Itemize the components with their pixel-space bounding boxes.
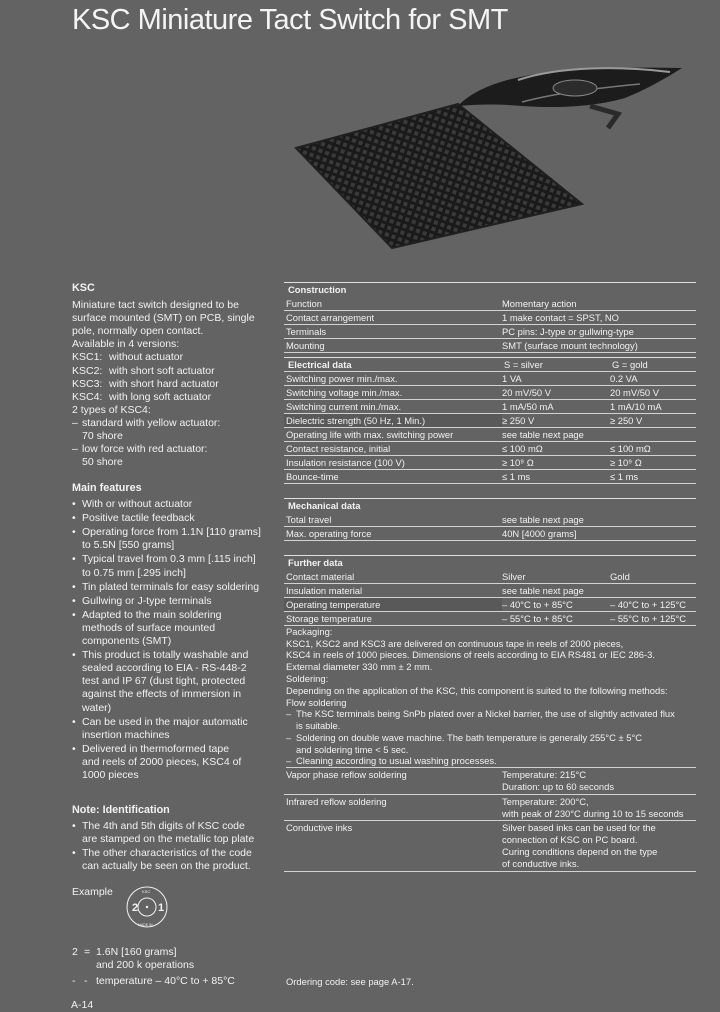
method-line: Temperature: 215°C (502, 769, 586, 781)
feature-item (72, 581, 272, 594)
spec-value-silver: ≤ 1 ms (502, 470, 531, 482)
versions-intro: Available in 4 versions: (72, 338, 180, 351)
spec-row (284, 311, 696, 325)
spec-row (284, 442, 696, 456)
spec-label: Bounce-time (286, 470, 339, 482)
spec-label: Contact resistance, initial (286, 442, 391, 454)
construction-heading: Construction (284, 282, 696, 297)
note-block (72, 804, 272, 874)
spec-value: see table next page (502, 513, 584, 525)
feature-line: against the effects of immersion in (82, 688, 242, 701)
spec-row (284, 386, 696, 400)
intro-line: pole, normally open contact. (72, 325, 204, 338)
feature-line: • This product is totally washable and (82, 649, 249, 662)
spec-label: Mounting (286, 339, 325, 351)
type-item: – standard with yellow actuator: 70 shore (72, 417, 272, 443)
feature-item (72, 609, 272, 648)
method-line: with peak of 230°C during 10 to 15 seconds (502, 807, 684, 819)
spec-row: Storage temperature – 55°C to + 85°C – 55°C to + 125°C (284, 612, 696, 626)
spec-label: Dielectric strength (50 Hz, 1 Min.) (284, 414, 502, 427)
spec-value-silver: 1 VA (502, 372, 522, 384)
feature-line: water) (82, 701, 112, 714)
soldering-note: – Soldering on double wave machine. The bath temperature is generally 255°C ± 5°C and soldering time < 5 sec. (286, 732, 696, 756)
spec-value: SMT (surface mount technology) (502, 339, 638, 351)
spec-label: Operating life with max. switching power (286, 428, 454, 440)
method-value (502, 769, 696, 793)
version-item: KSC1: without actuator (72, 351, 184, 364)
method-line: Temperature: 200°C, (502, 795, 589, 807)
spec-value-gold: ≥ 10⁹ Ω (610, 456, 642, 468)
feature-item (72, 595, 272, 608)
method-row (284, 768, 696, 795)
mechanical-heading: Mechanical data (284, 498, 696, 513)
feature-line: • Adapted to the main soldering (82, 608, 222, 621)
spec-row (284, 428, 696, 442)
method-label: Vapor phase reflow soldering (286, 769, 407, 781)
ordering-code: Ordering code: see page A-17. (286, 976, 414, 987)
note-heading: Note: Identification (72, 804, 170, 816)
example-legend (72, 946, 282, 988)
feature-item (72, 649, 272, 714)
feature-line: methods of surface mounted (82, 621, 216, 634)
spec-row (284, 456, 696, 470)
feature-line: • Tin plated terminals for easy soldering (82, 580, 260, 593)
spec-value: PC pins: J-type or gullwing-type (502, 325, 634, 337)
features-block (72, 482, 272, 783)
spec-value: 40N [4000 grams] (502, 527, 577, 539)
feature-line: sealed according to EIA - RS-448-2 (82, 662, 247, 675)
spec-row (284, 372, 696, 386)
soldering-note: – Cleaning according to usual washing processes. (286, 755, 696, 768)
intro-line: Miniature tact switch designed to be (72, 299, 239, 312)
feature-line: insertion machines (82, 728, 170, 741)
spec-label: Switching power min./max. (286, 372, 398, 384)
spec-value-silver: ≥ 250 V (502, 414, 535, 426)
icon-top-text: KSC (142, 889, 151, 894)
spec-row: Contact material Silver Gold (284, 570, 696, 584)
soldering-note: – The KSC terminals being SnPb plated over a Nickel barrier, the use of slightly activated flux is suitable. (286, 708, 696, 732)
spec-label: Contact arrangement (286, 311, 375, 323)
feature-line: test and IP 67 (dust tight, protected (82, 675, 246, 688)
features-list (72, 498, 272, 782)
feature-item (72, 553, 272, 579)
method-value (502, 796, 696, 820)
legend-item: - - temperature – 40°C to + 85°C (72, 975, 235, 988)
spec-row (284, 527, 696, 541)
spec-value-gold: ≤ 1 ms (610, 470, 639, 482)
method-line: connection of KSC on PC board. (502, 834, 638, 846)
version-item: KSC4: with long soft actuator (72, 390, 212, 403)
spec-row (284, 339, 696, 353)
method-line: Duration: up to 60 seconds (502, 781, 615, 793)
note-item: • The 4th and 5th digits of KSC code are stamped on the metallic top plate (72, 820, 272, 846)
icon-digit-left: 2 (132, 902, 139, 914)
method-label: Conductive inks (286, 822, 353, 834)
version-item: KSC2: with short soft actuator (72, 364, 215, 377)
features-heading: Main features (72, 482, 142, 494)
spec-value-gold: 0.2 VA (610, 372, 638, 384)
method-line: of conductive inks. (502, 857, 580, 869)
spec-row: Insulation material see table next page (284, 584, 696, 598)
further-heading: Further data (284, 555, 696, 570)
feature-line: 1000 pieces (82, 768, 139, 781)
spec-label: Total travel (286, 513, 332, 525)
spec-value-silver: 20 mV/50 V (502, 386, 551, 398)
intro-block (72, 282, 272, 469)
spec-row: Operating temperature – 40°C to + 85°C – 40°C to + 125°C (284, 598, 696, 612)
feature-line: to 0.75 mm [.295 inch] (82, 566, 186, 579)
page-title: KSC Miniature Tact Switch for SMT (72, 4, 508, 36)
packaging-text: Packaging: KSC1, KSC2 and KSC3 are delivered on continuous tape in reels of 2000 pieces, KSC4 in reels of 1000 pieces. Dimensions of reels according to EIA RS481 or IEC 286-3. External diameter 330 mm ± 2 mm. Soldering: Depending on the application of the KSC, this component is suited to the following methods: Flow soldering – The KSC terminals being SnPb plated over a Nickel barrier, the use of slightly activated flux is suitable. – Soldering on double wave machine. The bath temperature is generally 255°C ± 5°C and soldering time < 5 sec. – Cleaning according to usual washing processes. (284, 626, 696, 769)
version-item: KSC3: with short hard actuator (72, 377, 219, 390)
spec-row (284, 513, 696, 527)
spec-label: Function (286, 297, 322, 309)
spec-value-silver: 1 mA/50 mA (502, 400, 554, 412)
feature-line: • Delivered in thermoformed tape (82, 742, 230, 755)
spec-table (284, 282, 696, 872)
method-row (284, 795, 696, 822)
spec-value-gold: ≥ 250 V (610, 414, 643, 426)
spec-row (284, 325, 696, 339)
method-row (284, 821, 696, 871)
page-number: A-14 (71, 999, 94, 1011)
feature-line: components (SMT) (82, 635, 172, 648)
types-intro: 2 types of KSC4: (72, 403, 151, 416)
feature-item (72, 498, 272, 511)
spec-value-gold: 1 mA/10 mA (610, 400, 662, 412)
spec-value-silver: see table next page (502, 428, 584, 440)
note-item: • The other characteristics of the code can actually be seen on the product. (72, 847, 272, 873)
example-label: Example (72, 886, 113, 898)
feature-line: • Typical travel from 0.3 mm [.115 inch] (82, 553, 256, 566)
feature-line: • Can be used in the major automatic (82, 715, 248, 728)
feature-item (72, 512, 272, 525)
method-label: Infrared reflow soldering (286, 795, 387, 807)
feature-line: • Positive tactile feedback (82, 512, 195, 525)
legend-item: 2 = 1.6N [160 grams] and 200 k operations (72, 946, 195, 972)
spec-value-gold: ≤ 100 mΩ (610, 442, 651, 454)
spec-value-gold: 20 mV/50 V (610, 386, 659, 398)
feature-line: to 5.5N [550 grams] (82, 539, 175, 552)
spec-row (284, 400, 696, 414)
icon-bottom-text: MADE IN (138, 923, 153, 927)
method-line: Silver based inks can be used for the (502, 822, 656, 834)
spec-value: Momentary action (502, 297, 577, 309)
spec-row (284, 297, 696, 311)
spec-label: Insulation resistance (100 V) (286, 456, 405, 468)
feature-line: • With or without actuator (82, 498, 193, 511)
intro-line: surface mounted (SMT) on PCB, single (72, 312, 255, 325)
intro-heading: KSC (72, 282, 95, 294)
spec-value-gold (610, 428, 696, 441)
feature-item (72, 716, 272, 742)
icon-digit-right: 1 (158, 902, 165, 914)
spec-value-silver: ≥ 10⁹ Ω (502, 456, 534, 468)
type-item: – low force with red actuator: 50 shore (72, 443, 272, 469)
feature-item (72, 526, 272, 552)
spec-row (284, 414, 696, 428)
spec-label: Switching current min./max. (286, 400, 402, 412)
method-value (502, 822, 696, 869)
spec-label: Max. operating force (286, 527, 372, 539)
spec-row (284, 470, 696, 484)
electrical-header: Electrical data S = silver G = gold (284, 357, 696, 372)
spec-label: Terminals (286, 325, 327, 337)
feature-line: • Gullwing or J-type terminals (82, 594, 212, 607)
product-photo (290, 62, 685, 252)
feature-item (72, 743, 272, 782)
feature-line: • Operating force from 1.1N [110 grams] (82, 526, 261, 539)
spec-value-silver: ≤ 100 mΩ (502, 442, 543, 454)
feature-line: and reels of 2000 pieces, KSC4 of (82, 755, 242, 768)
identification-icon (124, 884, 170, 930)
spec-value: 1 make contact = SPST, NO (502, 311, 619, 323)
spec-label: Switching voltage min./max. (286, 386, 403, 398)
method-line: Curing conditions depend on the type (502, 846, 658, 858)
